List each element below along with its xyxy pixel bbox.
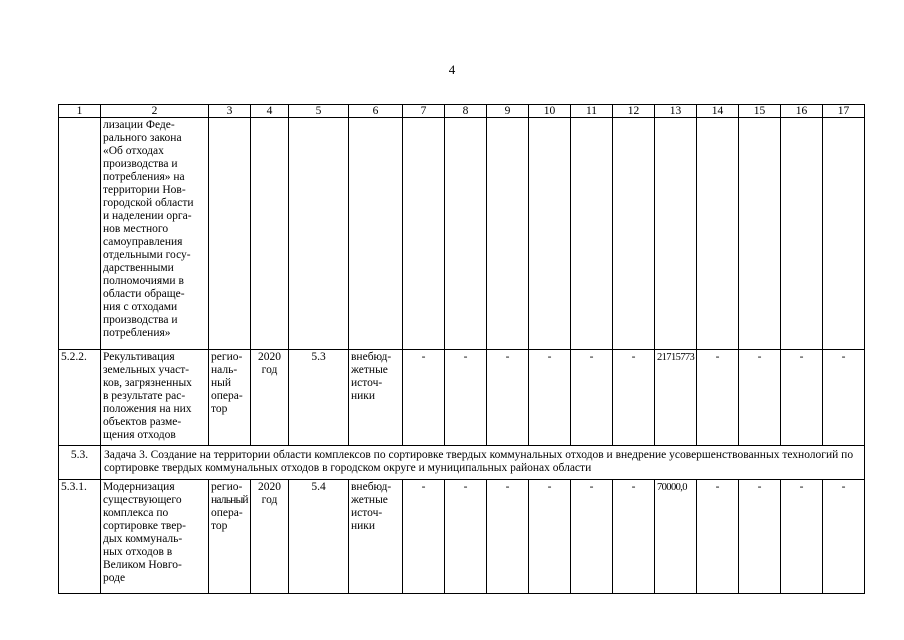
funding-source-cell: внебюд- жетные источ- ники	[349, 480, 403, 594]
value-cell: -	[403, 480, 445, 594]
column-header: 1	[59, 105, 101, 118]
column-number-row	[59, 105, 865, 118]
value-cell: -	[529, 350, 571, 446]
table-row-continuation	[59, 118, 865, 350]
value-cell-amount: 21715773	[655, 350, 697, 446]
column-header: 5	[289, 105, 349, 118]
value-cell: -	[571, 480, 613, 594]
column-header: 13	[655, 105, 697, 118]
page-number: 4	[448, 62, 456, 77]
value-cell: -	[571, 350, 613, 446]
description-cell: Модернизация существующего комплекса по сортировке твер- дых коммуналь- ных отходов в Великом Новго- роде	[101, 480, 209, 594]
value-cell: -	[697, 350, 739, 446]
value-cell: -	[781, 350, 823, 446]
executor-cell: регио- нальный опера- тор	[209, 480, 251, 594]
column-header: 15	[739, 105, 781, 118]
column-header: 8	[445, 105, 487, 118]
table-row-5-3	[59, 446, 865, 480]
column-header: 11	[571, 105, 613, 118]
value-cell: -	[739, 480, 781, 594]
value-cell: -	[403, 350, 445, 446]
value-cell: -	[697, 480, 739, 594]
table-row-5-2-2	[59, 350, 865, 446]
value-cell: -	[445, 480, 487, 594]
value-cell: -	[781, 480, 823, 594]
column-header: 3	[209, 105, 251, 118]
column-header: 9	[487, 105, 529, 118]
value-cell: -	[445, 350, 487, 446]
value-cell: -	[613, 350, 655, 446]
column-header: 17	[823, 105, 865, 118]
value-cell: -	[823, 350, 865, 446]
value-cell: -	[739, 350, 781, 446]
executor-cell: регио- наль- ный опера- тор	[209, 350, 251, 446]
plan-table	[58, 104, 865, 594]
value-cell-amount: 70000,0	[655, 480, 697, 594]
column-header: 16	[781, 105, 823, 118]
value-cell: -	[487, 480, 529, 594]
value-cell: -	[613, 480, 655, 594]
value-cell: -	[487, 350, 529, 446]
year-cell: 2020 год	[251, 350, 289, 446]
value-cell: -	[529, 480, 571, 594]
description-cell: Рекультивация земельных участ- ков, загрязненных в результате рас- положения на них объектов разме- щения отходов	[101, 350, 209, 446]
task-heading: Задача 3. Создание на территории области комплексов по сортировке твердых коммунальных отходов и внедрение усовершенствованных технологий по сортировке твердых коммунальных отходов в городском округе и муниципальных районах области	[101, 446, 865, 480]
column-header: 14	[697, 105, 739, 118]
row-number: 5.2.2.	[59, 350, 101, 446]
column-header: 7	[403, 105, 445, 118]
row-number: 5.3.1.	[59, 480, 101, 594]
row-number: 5.3.	[59, 446, 101, 480]
column-header: 2	[101, 105, 209, 118]
column-header: 10	[529, 105, 571, 118]
indicator-cell: 5.3	[289, 350, 349, 446]
value-cell: -	[823, 480, 865, 594]
year-cell: 2020 год	[251, 480, 289, 594]
indicator-cell: 5.4	[289, 480, 349, 594]
column-header: 12	[613, 105, 655, 118]
column-header: 4	[251, 105, 289, 118]
description-cell: лизации Феде- рального закона «Об отходах производства и потребления» на территории Нов- городской области и наделении орга- нов местного самоуправления отдельными госу- дарственными полномочиями в области обраще- ния с отходами производства и потребления»	[101, 118, 209, 350]
column-header: 6	[349, 105, 403, 118]
table-row-5-3-1	[59, 480, 865, 594]
funding-source-cell: внебюд- жетные источ- ники	[349, 350, 403, 446]
